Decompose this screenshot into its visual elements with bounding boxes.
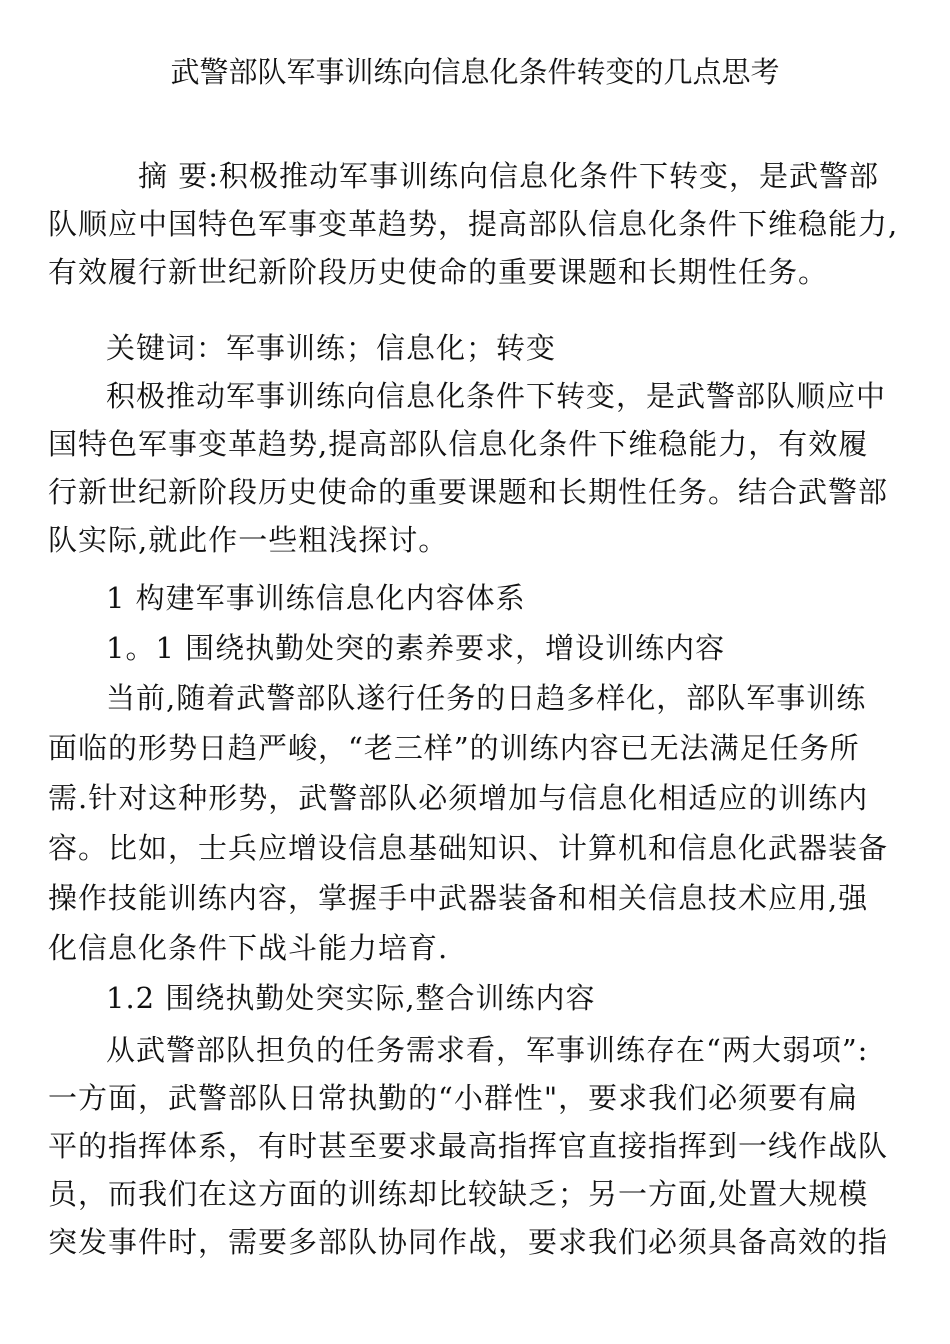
section-1-2-line: 突发事件时，需要多部队协同作战，要求我们必须具备高效的指: [48, 1225, 889, 1259]
section-1-2-line: 从武警部队担负的任务需求看，军事训练存在“两大弱项”:: [106, 1033, 869, 1067]
section-1-2-line: 员，而我们在这方面的训练却比较缺乏；另一方面,处置大规模: [48, 1177, 869, 1211]
section-heading-1-2: 1.2 围绕执勤处突实际,整合训练内容: [106, 981, 596, 1015]
abstract-line: 摘 要:积极推动军事训练向信息化条件下转变，是武警部: [138, 159, 879, 193]
document-title: 武警部队军事训练向信息化条件转变的几点思考: [170, 55, 780, 89]
abstract-line: 队顺应中国特色军事变革趋势，提高部队信息化条件下维稳能力,: [48, 207, 899, 241]
section-1-1-line: 需.针对这种形势，武警部队必须增加与信息化相适应的训练内: [48, 781, 869, 815]
intro-line: 队实际,就此作一些粗浅探讨。: [48, 523, 449, 557]
intro-line: 积极推动军事训练向信息化条件下转变，是武警部队顺应中: [106, 379, 887, 413]
section-1-2-line: 平的指挥体系，有时甚至要求最高指挥官直接指挥到一线作战队: [48, 1129, 889, 1163]
abstract-line: 有效履行新世纪新阶段历史使命的重要课题和长期性任务。: [48, 255, 829, 289]
intro-line: 国特色军事变革趋势,提高部队信息化条件下维稳能力，有效履: [48, 427, 869, 461]
section-1-1-line: 面临的形势日趋严峻，“老三样”的训练内容已无法满足任务所: [48, 731, 860, 765]
section-heading-1: 1 构建军事训练信息化内容体系: [106, 581, 526, 615]
section-heading-1-1: 1。1 围绕执勤处突的素养要求，增设训练内容: [106, 631, 726, 665]
intro-line: 行新世纪新阶段历史使命的重要课题和长期性任务。结合武警部: [48, 475, 889, 509]
section-1-1-line: 化信息化条件下战斗能力培育.: [48, 931, 449, 965]
section-1-2-line: 一方面，武警部队日常执勤的“小群性"，要求我们必须要有扁: [48, 1081, 859, 1115]
keywords-line: 关键词：军事训练；信息化；转变: [106, 331, 557, 365]
section-1-1-line: 容。比如，士兵应增设信息基础知识、计算机和信息化武器装备: [48, 831, 889, 865]
section-1-1-line: 操作技能训练内容，掌握手中武器装备和相关信息技术应用,强: [48, 881, 869, 915]
section-1-1-line: 当前,随着武警部队遂行任务的日趋多样化，部队军事训练: [106, 681, 867, 715]
